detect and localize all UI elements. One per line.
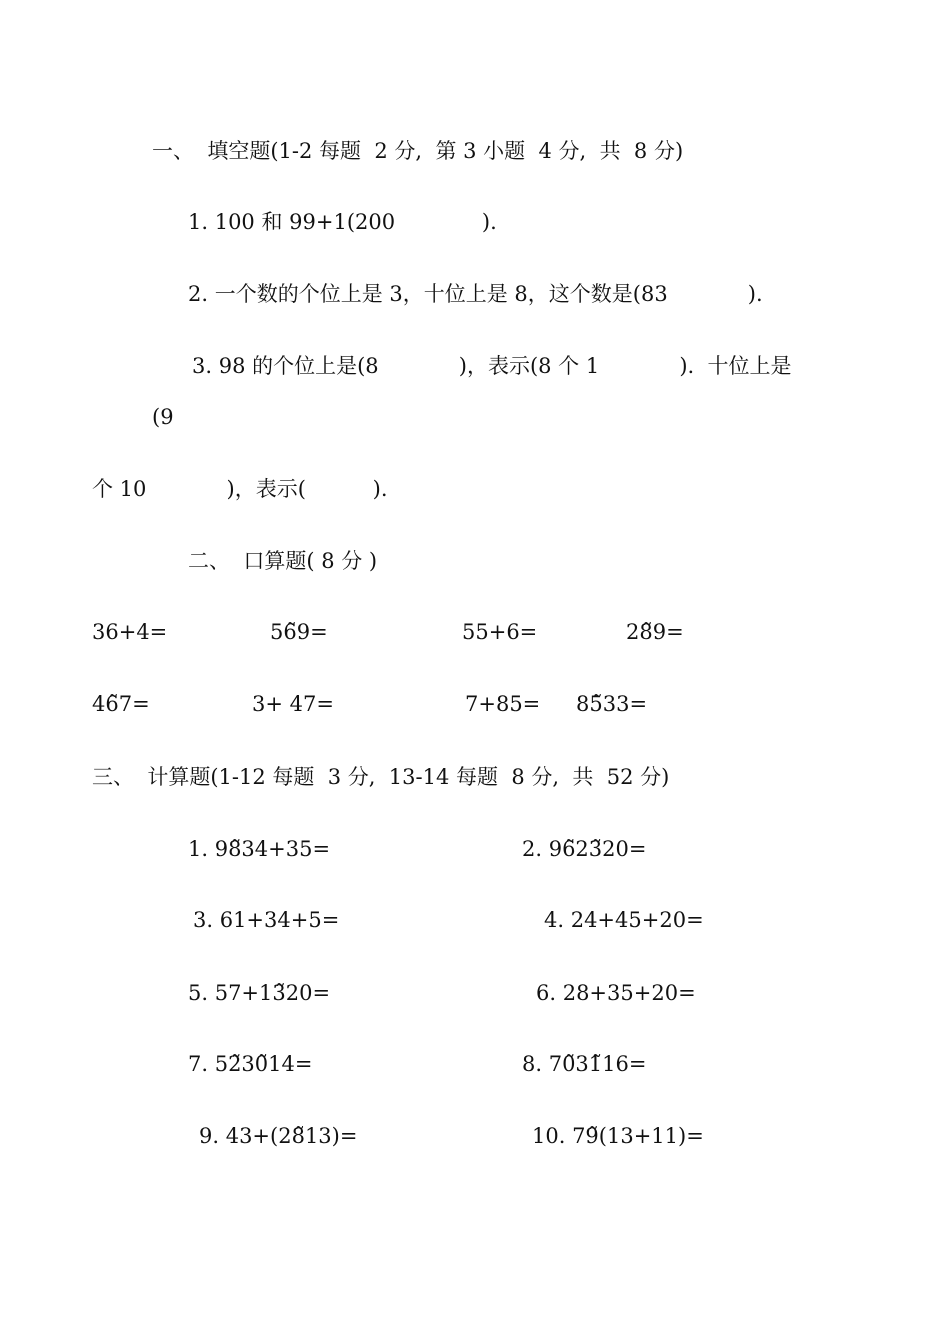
calc-item: 6. 28+35+20= (536, 981, 696, 1005)
calc-item: 1. 98̃34+35= (188, 837, 331, 861)
mental-math-item: 56̃9= (270, 620, 328, 644)
mental-math-item: 7+85= (465, 692, 541, 716)
calc-item: 5. 57+13̃20= (188, 981, 331, 1005)
calc-item: 3. 61+34+5= (193, 908, 340, 932)
fill-question-3-line2: (9 (152, 405, 174, 429)
section1-heading: 一、 填空题(1-2 每题 2 分, 第 3 小题 4 分, 共 8 分) (152, 139, 684, 163)
fill-question-3-line3: 个 10 )，表示( ). (92, 477, 388, 501)
mental-math-item: 85̃33= (576, 692, 648, 716)
calc-item: 2. 96̃23̃20= (522, 837, 647, 861)
section2-heading: 二、 口算题( 8 分 ) (188, 549, 378, 573)
mental-math-item: 46̃7= (92, 692, 150, 716)
calc-item: 7. 52̃30̃14= (188, 1052, 313, 1076)
calc-item: 10. 79̃(13+11)= (532, 1124, 704, 1148)
mental-math-item: 36+4= (92, 620, 168, 644)
calc-item: 4. 24+45+20= (544, 908, 704, 932)
mental-math-item: 3+ 47= (252, 692, 334, 716)
calc-item: 8. 70̃31̃16= (522, 1052, 647, 1076)
mental-math-item: 55+6= (462, 620, 538, 644)
calc-item: 9. 43+(28̃13)= (199, 1124, 358, 1148)
fill-question-3-line1: 3. 98 的个位上是(8 )，表示(8 个 1 ). 十位上是 (192, 354, 792, 378)
mental-math-item: 28̃9= (626, 620, 684, 644)
fill-question-2: 2. 一个数的个位上是 3，十位上是 8，这个数是(83 ). (188, 282, 763, 306)
fill-question-1: 1. 100 和 99+1(200 ). (188, 210, 497, 234)
section3-heading: 三、 计算题(1-12 每题 3 分, 13-14 每题 8 分, 共 52 分) (92, 765, 670, 789)
